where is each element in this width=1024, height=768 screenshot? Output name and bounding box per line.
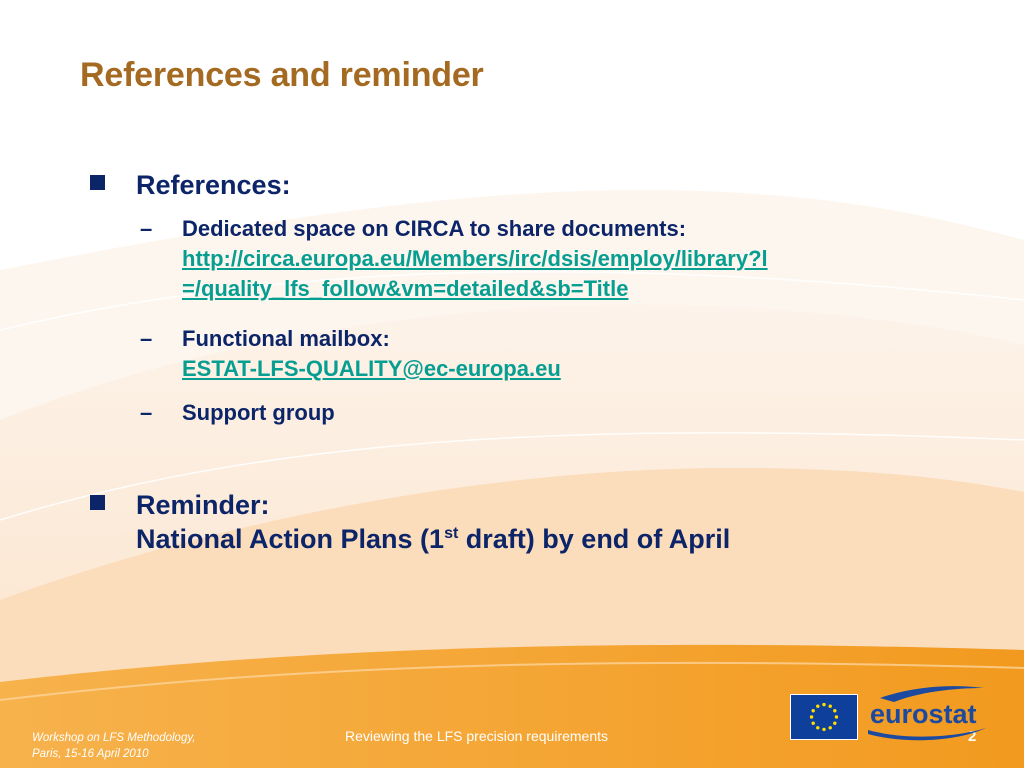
reminder-heading: Reminder: (136, 490, 270, 520)
eurostat-wordmark (864, 682, 988, 742)
square-bullet-icon (90, 495, 105, 510)
dash-bullet-icon: – (140, 326, 153, 351)
footer-event (32, 730, 195, 762)
footer-presentation-title: Reviewing the LFS precision requirements (345, 728, 609, 744)
eurostat-logo-text: eurostat (870, 699, 977, 729)
circa-label: Dedicated space on CIRCA to share documents: (182, 216, 687, 241)
reminder-superscript: st (444, 525, 459, 542)
dash-bullet-icon: – (140, 216, 153, 241)
support-group-label: Support group (182, 400, 335, 425)
slide-title: References and reminder (80, 56, 484, 94)
references-heading: References: (136, 170, 291, 200)
reminder-text (136, 522, 730, 561)
mailbox-email-link[interactable]: ESTAT-LFS-QUALITY@ec-europa.eu (182, 356, 561, 381)
mailbox-label: Functional mailbox: (182, 326, 390, 351)
reminder-text-before: National Action Plans (1 (136, 524, 445, 554)
eu-flag-icon (790, 694, 858, 740)
page-number: 2 (968, 728, 977, 745)
dash-bullet-icon: – (140, 400, 153, 425)
circa-link-line-2[interactable]: =/quality_lfs_follow&vm=detailed&sb=Title (182, 276, 629, 301)
footer-event-line-1: Workshop on LFS Methodology, (32, 732, 196, 744)
swoosh-bottom (868, 728, 986, 740)
reminder-text-after: draft) by end of April (458, 524, 731, 554)
square-bullet-icon (90, 175, 105, 190)
eurostat-logo (790, 682, 990, 742)
circa-link-line-1[interactable]: http://circa.europa.eu/Members/irc/dsis/employ/library?l (182, 246, 768, 271)
footer-event-line-2: Paris, 15-16 April 2010 (32, 748, 149, 760)
